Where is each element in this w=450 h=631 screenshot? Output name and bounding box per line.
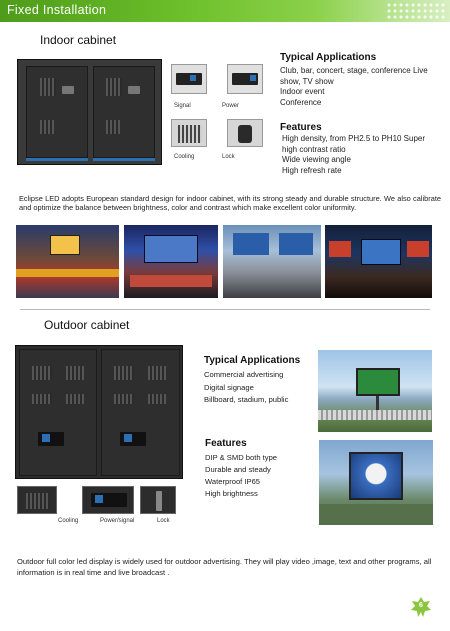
- list-item: Durable and steady: [205, 465, 271, 474]
- outdoor-cooling-label: Cooling: [58, 518, 79, 524]
- cooling-label: Cooling: [174, 154, 195, 160]
- outdoor-cabinet-image: [15, 345, 183, 479]
- list-item: Wide viewing angle: [282, 155, 351, 164]
- outdoor-lock-thumbnail: [140, 486, 176, 514]
- outdoor-features-heading: Features: [205, 438, 247, 449]
- list-item: Billboard, stadium, public: [204, 395, 289, 404]
- page-section-title: Fixed Installation: [7, 3, 107, 17]
- indoor-description: Eclipse LED adopts European standard design for indoor cabinet, with its strong steady and durable structure. We also calibrate and optimize the balance between brightness, color and contrast which make excellent color uniformity.: [19, 194, 441, 212]
- list-item: show, TV show: [280, 76, 334, 86]
- power-label: Power: [222, 103, 240, 109]
- conference-photo: [325, 225, 432, 298]
- cooling-vent-thumbnail: [171, 119, 207, 147]
- list-item: Conference: [280, 97, 322, 107]
- indoor-cabinet-title: Indoor cabinet: [40, 33, 117, 47]
- indoor-applications-list: [280, 66, 428, 108]
- outdoor-features-list: [205, 452, 277, 500]
- stage-photo: [124, 225, 218, 298]
- indoor-cabinet-image: [17, 59, 162, 165]
- page-number-badge: [410, 596, 432, 618]
- outdoor-cooling-thumbnail: [17, 486, 57, 514]
- list-item: High refresh rate: [282, 165, 342, 175]
- power-port-thumbnail: [227, 64, 263, 94]
- arena-photo: [16, 225, 119, 298]
- outdoor-lock-label: Lock: [157, 518, 170, 524]
- outdoor-applications-list: [204, 369, 288, 407]
- street-screen-photo: [319, 440, 433, 525]
- header-bar: [0, 0, 450, 22]
- outdoor-description: Outdoor full color led display is widely used for outdoor advertising. They will play video ,image, text and other programs, all information is in real time and live broadcast .: [17, 557, 432, 577]
- list-item: Indoor event: [280, 87, 325, 96]
- list-item: High brightness: [205, 489, 258, 498]
- list-item: Waterproof IP65: [205, 477, 261, 486]
- indoor-applications-heading: Typical Applications: [280, 52, 377, 63]
- section-divider: [20, 309, 430, 310]
- list-item: DIP & SMD both type: [205, 453, 278, 462]
- outdoor-power-signal-thumbnail: [82, 486, 134, 514]
- list-item: Digital signage: [204, 382, 254, 392]
- lock-thumbnail: [227, 119, 263, 147]
- list-item: Club, bar, concert, stage, conference Live: [280, 66, 428, 75]
- header-dot-pattern: [386, 2, 446, 20]
- list-item: High density, from PH2.5 to PH10 Super: [282, 134, 426, 143]
- indoor-features-heading: Features: [280, 122, 322, 133]
- indoor-features-list: [282, 134, 425, 176]
- list-item: high contrast ratio: [282, 144, 346, 154]
- outdoor-cabinet-title: Outdoor cabinet: [44, 318, 130, 332]
- outdoor-power-signal-label: Power/signal: [100, 518, 135, 524]
- signal-label: Signal: [174, 103, 191, 109]
- outdoor-applications-heading: Typical Applications: [204, 355, 301, 366]
- lock-label: Lock: [222, 154, 235, 160]
- list-item: Commercial advertising: [204, 370, 284, 379]
- page-number: 6: [419, 602, 423, 609]
- hall-photo: [223, 225, 321, 298]
- signal-port-thumbnail: [171, 64, 207, 94]
- stadium-billboard-photo: [318, 350, 432, 432]
